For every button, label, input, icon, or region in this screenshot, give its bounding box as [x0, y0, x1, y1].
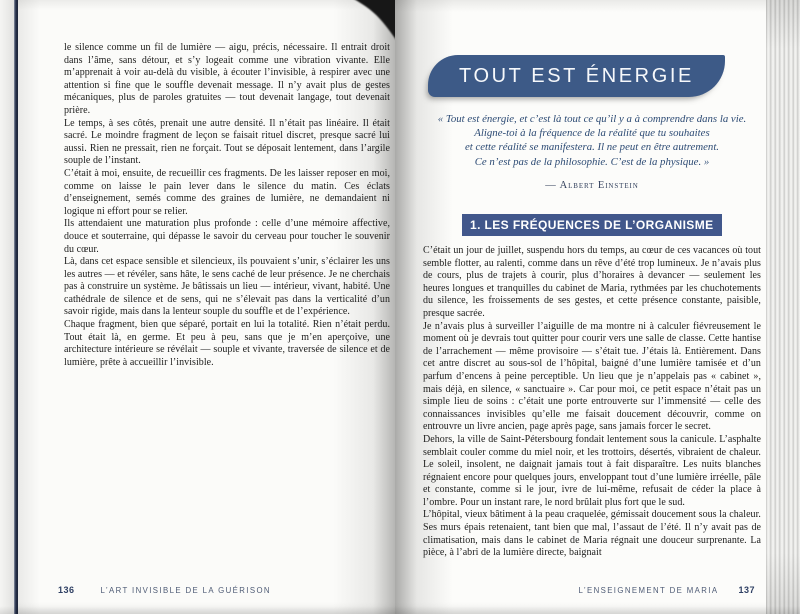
epigraph-quote: [423, 112, 761, 191]
chapter-title-banner: [428, 55, 725, 97]
running-title: L’ART INVISIBLE DE LA GUÉRISON: [100, 586, 271, 595]
body-paragraph: Ils attendaient une maturation plus profonde : celle d’une mémoire affective, douce et souterraine, qui dépasse le savoir du cerveau pour toucher le souvenir du cœur.: [64, 218, 390, 255]
page-number: 136: [58, 585, 75, 595]
body-paragraph: Je n’avais plus à surveiller l’aiguille de ma montre ni à calculer fiévreusement le moment où je devrais tout quitter pour courir vers une salle de classe. Cette hantise de l’arrachement — même provisoire — s’était tue. J’étais là. Entièrement. Dans cet antre discret au sous-sol de l’hôpital, baigné d’une lumière tamisée et d’un parfum d’encens à peine perceptible. Un lieu que je n’appelais pas « cabinet », mais déjà, en silence, « sanctuaire ». Car pour moi, ce petit espace n’était pas un simple lieu de soins : c’était une porte entrouverte sur l’immensité — celle des connaissances invisibles qu’elle me faisait doucement découvrir, comme on entrouvre un livre ancien, page après page, sans jamais forcer le secret.: [423, 320, 761, 433]
scan-bottom-shadow: [0, 606, 800, 614]
chapter-title: TOUT EST ÉNERGIE: [459, 64, 694, 87]
body-paragraph: C’était un jour de juillet, suspendu hors du temps, au cœur de ces vacances où tout semble flotter, au ralenti, comme dans un rêve d’été trop lumineux. Je n’avais plus de cours, plus de trajets à courir, plus d’horaires à devancer — seulement les heures longues et tranquilles du cabinet de Maria, rythmées par les chuchotements du silence, les froissements de ses gestes, et cette présence constante, paisible, presque sacrée.: [423, 245, 761, 319]
left-page-footer: [58, 585, 271, 595]
right-page-body: [423, 245, 761, 560]
body-paragraph: Le temps, à ses côtés, prenait une autre densité. Il n’était pas linéaire. Il était sacré. Le moindre fragment de leçon se faisait rituel discret, presque sacré lui aussi. Rien ne pressait, rien ne forçait. Tout se déposait lentement, dans l’argile souple de l’instant.: [64, 117, 390, 167]
page-number: 137: [738, 585, 755, 595]
right-page: [395, 0, 766, 614]
quote-attribution: — Albert Einstein: [545, 179, 639, 191]
running-title: L’ENSEIGNEMENT DE MARIA: [578, 586, 719, 595]
body-paragraph: le silence comme un fil de lumière — aigu, précis, nécessaire. Il entrait droit dans l’âme, sans détour, et s’y logeait comme une vibration vivante. Elle m’apprenait à voir au-delà du visible, à écouter l’invisible, à respirer avec une attention si fine que le souffle devenait message. Il n’y avait plus de gestes mécaniques, plus de paroles gratuites — tout devenait langage, tout devenait prière.: [64, 42, 390, 116]
quote-line: Aligne-toi à la fréquence de la réalité que tu souhaites: [474, 127, 710, 140]
section-heading: [462, 214, 722, 236]
scan-left-margin: [0, 0, 14, 614]
left-page-body: [64, 42, 390, 369]
body-paragraph: Dehors, la ville de Saint-Pétersbourg fondait lentement sous la canicule. L’asphalte semblait couler comme du miel noir, et les trottoirs, désertés, vibraient de chaleur. Le soleil, insolent, ne daignait jamais tout à fait disparaître. Les nuits blanches régnaient encore pour quelques jours, enveloppant tout d’une lumière irréelle, pâle et constante, comme si le jour, ivre de lui-même, refusait de céder la place à l’ombre. Pour un instant rare, le nord brûlait plus fort que le sud.: [423, 433, 761, 508]
right-page-footer: [423, 585, 755, 595]
quote-line: « Tout est énergie, et c’est là tout ce qu’il y a à comprendre dans la vie.: [437, 113, 747, 125]
body-paragraph: L’hôpital, vieux bâtiment à la peau craquelée, gémissait doucement sous la chaleur. Ses murs épais retenaient, tant bien que mal, l’assaut de l’été. Il n’y avait pas de climatisation, mais dans le cabinet de Maria régnait une douceur surprenante. La pièce, à l’abri de la lumière directe, baignait: [423, 509, 761, 559]
body-paragraph: Chaque fragment, bien que séparé, portait en lui la totalité. Rien n’était perdu. Tout était là, en germe. Et peu à peu, sans que je m’en aperçoive, une architecture intérieure se révélait — souple et vivante, traversée de silence et de lumière, prête à accueillir l’invisible.: [64, 319, 390, 368]
left-page: [18, 0, 395, 614]
quote-line: Ce n’est pas de la philosophie. C’est de la physique. »: [474, 155, 710, 168]
body-paragraph: Là, dans cet espace sensible et silencieux, ils pouvaient s’unir, s’éclairer les uns les autres — et révéler, sans hâte, le sens caché de leur présence. Je ne cherchais pas à construire un système. Je bâtissais un lieu — intérieur, vivant, habité. Une cathédrale de silence et de sens, qui ne s’élevait pas dans la verticalité d’un savoir rigide, mais dans la lenteur souple du souffle et de l’expérience.: [64, 256, 390, 318]
quote-line: et cette réalité se manifestera. Il ne peut en être autrement.: [464, 141, 720, 154]
body-paragraph: C’était à moi, ensuite, de recueillir ces fragments. De les laisser reposer en moi, comme on laisse le pain lever dans le silence du matin. Ces éclats d’enseignement, semés comme des graines de lumière, ne demandaient ni logique ni effort pour se relier.: [64, 167, 390, 217]
page-fore-edge: [766, 0, 800, 614]
section-heading-label: 1. LES FRÉQUENCES DE L’ORGANISME: [470, 218, 714, 232]
